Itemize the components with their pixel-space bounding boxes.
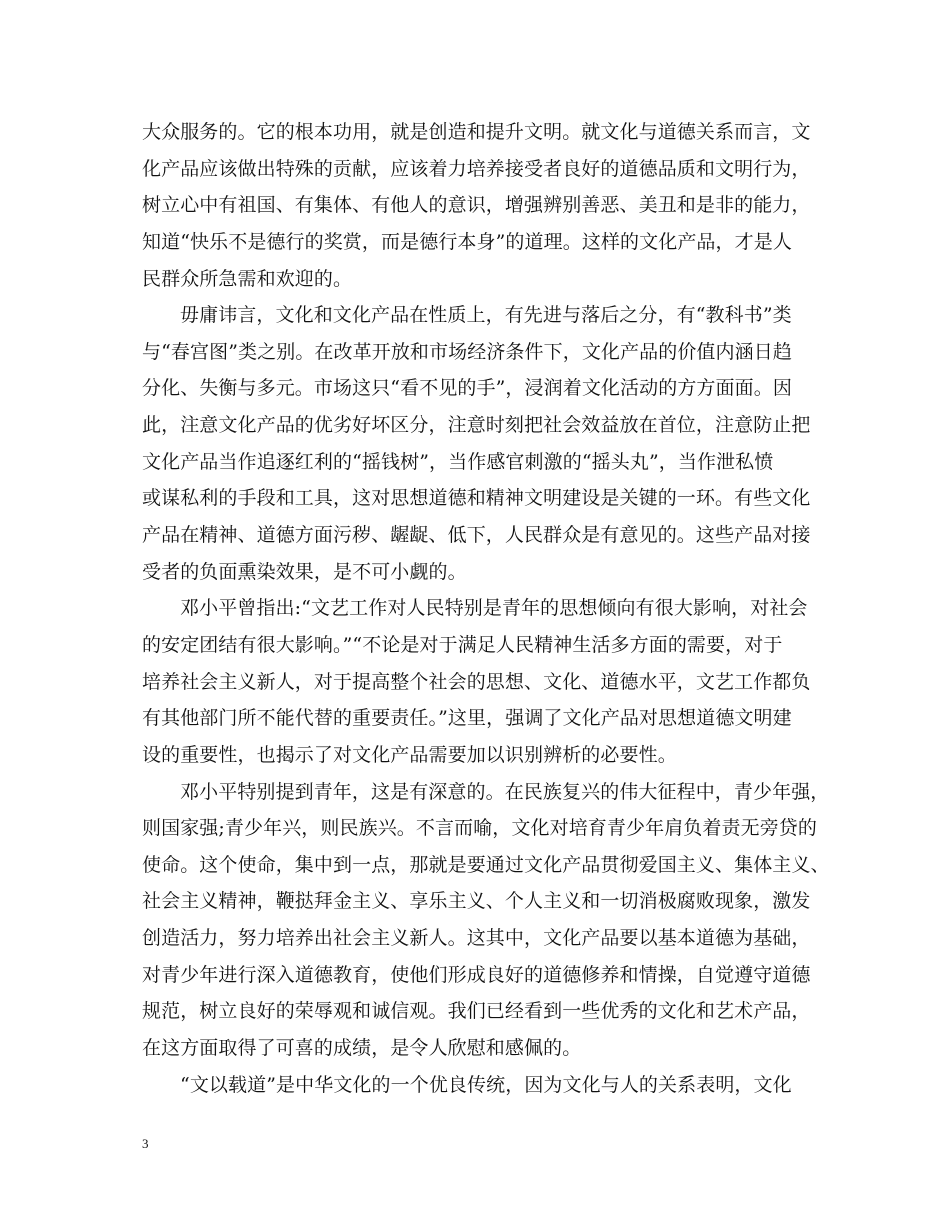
text-line: 邓小平曾指出:“文艺工作对人民特别是青年的思想倾向有很大影响，对社会	[180, 597, 808, 620]
paragraph	[142, 297, 810, 590]
text-line: 树立心中有祖国、有集体、有他人的意识，增强辨别善恶、美丑和是非的能力，	[142, 194, 811, 217]
text-line: 的安定团结有很大影响。”“不论是对于满足人民精神生活多方面的需要，对于	[142, 633, 783, 656]
text-line: 设的重要性，也揭示了对文化产品需要加以识别辨析的必要性。	[142, 743, 677, 766]
paragraph	[142, 774, 830, 1067]
text-line: 培养社会主义新人，对于提高整个社会的思想、文化、道德水平，文艺工作都负	[142, 670, 811, 693]
text-line: 知道“快乐不是德行的奖赏，而是德行本身”的道理。这样的文化产品，才是人	[142, 230, 792, 253]
text-line: 使命。这个使命，集中到一点，那就是要通过文化产品贯彻爱国主义、集体主义、	[142, 853, 830, 876]
text-line: 对青少年进行深入道德教育，使他们形成良好的道德修养和情操，自觉遵守道德	[142, 963, 811, 986]
paragraph	[142, 1067, 810, 1104]
text-line: 在这方面取得了可喜的成绩，是令人欣慰和感佩的。	[142, 1037, 582, 1060]
text-line: 大众服务的。它的根本功用，就是创造和提升文明。就文化与道德关系而言，文	[142, 121, 811, 143]
text-line: 化产品应该做出特殊的贡献，应该着力培养接受者良好的道德品质和文明行为，	[142, 157, 811, 180]
paragraph	[142, 590, 810, 773]
text-line: 或谋私利的手段和工具，这对思想道德和精神文明建设是关键的一环。有些文化	[142, 487, 811, 510]
text-line: 邓小平特别提到青年，这是有深意的。在民族复兴的伟大征程中，青少年强，	[180, 780, 830, 803]
text-line: 与“春宫图”类之别。在改革开放和市场经济条件下，文化产品的价值内涵日趋	[142, 340, 792, 363]
text-line: “文以载道”是中华文化的一个优良传统，因为文化与人的关系表明，文化	[180, 1073, 792, 1096]
text-line: 有其他部门所不能代替的重要责任。”这里，强调了文化产品对思想道德文明建	[142, 707, 792, 730]
text-line: 产品在精神、道德方面污秽、龌龊、低下，人民群众是有意见的。这些产品对接	[142, 524, 811, 547]
text-line: 受者的负面熏染效果，是不可小觑的。	[142, 560, 467, 583]
text-line: 社会主义精神，鞭挞拜金主义、享乐主义、个人主义和一切消极腐败现象，激发	[142, 890, 811, 913]
text-line: 民群众所急需和欢迎的。	[142, 267, 353, 290]
document-body	[142, 114, 830, 1103]
text-line: 创造活力，努力培养出社会主义新人。这其中，文化产品要以基本道德为基础，	[142, 927, 811, 950]
page-number: 3	[142, 1136, 149, 1151]
paragraph	[142, 114, 810, 297]
text-line: 此，注意文化产品的优劣好坏区分，注意时刻把社会效益放在首位，注意防止把	[142, 414, 811, 437]
text-line: 文化产品当作追逐红利的“摇钱树”，当作感官刺激的“摇头丸”，当作泄私愤	[142, 450, 774, 473]
text-line: 毋庸讳言，文化和文化产品在性质上，有先进与落后之分，有“教科书”类	[180, 304, 792, 327]
text-line: 规范，树立良好的荣辱观和诚信观。我们已经看到一些优秀的文化和艺术产品，	[142, 1000, 811, 1023]
text-line: 分化、失衡与多元。市场这只“看不见的手”，浸润着文化活动的方方面面。因	[142, 377, 792, 400]
text-line: 则国家强;青少年兴，则民族兴。不言而喻，文化对培育青少年肩负着责无旁贷的	[142, 817, 818, 840]
